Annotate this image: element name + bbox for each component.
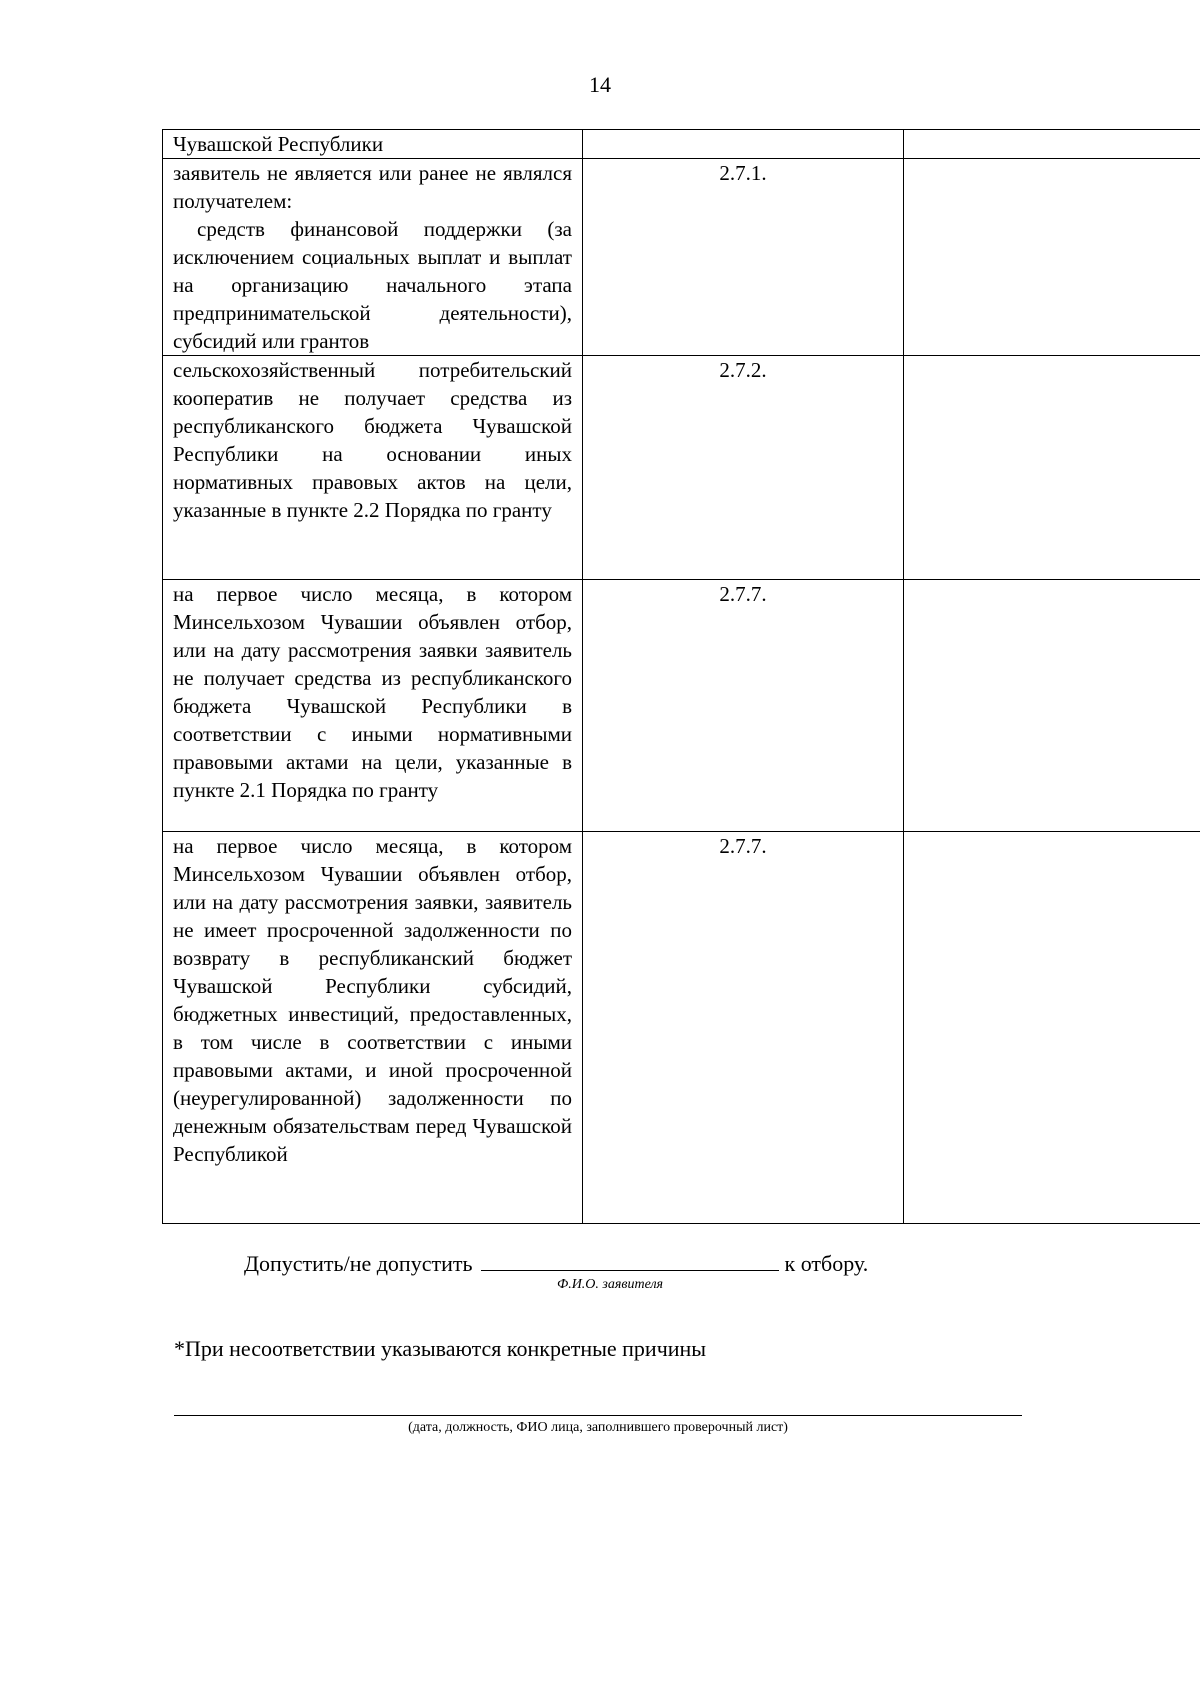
criterion-cell [163,356,583,580]
criterion-text: Чувашской Республики [173,132,384,156]
criterion-text: сельскохозяйственный потребительский кооператив не получает средства из республиканского бюджета Чувашской Республики на основании иных нормативных правовых актов на цели, указанные в пункте 2.2 Порядка по гранту [173,358,572,522]
admission-prefix: Допустить/не допустить [244,1251,473,1276]
result-cell [904,832,1200,1224]
signature-caption: (дата, должность, ФИО лица, заполнившего проверочный лист) [408,1420,788,1435]
point-cell: 2.7.1. [583,159,904,356]
admission-line [244,1250,868,1278]
criterion-text: средств финансовой поддержки (за исключением социальных выплат и выплат на организацию начального этапа предпринимательской деятельности), субсидий или грантов [173,217,572,353]
point-cell: 2.7.2. [583,356,904,580]
result-cell [904,580,1200,832]
criterion-text: заявитель не является или ранее не являлся получателем: [173,161,572,213]
point-cell: 2.7.7. [583,832,904,1224]
criterion-cell [163,832,583,1224]
table-row [163,130,1200,159]
table-row [163,580,1200,832]
applicant-name-caption: Ф.И.О. заявителя [556,1277,664,1292]
table-row [163,832,1200,1224]
criterion-cell [163,580,583,832]
criterion-cell [163,130,583,159]
signature-line[interactable] [174,1415,1022,1416]
admission-suffix: к отбору. [784,1251,869,1276]
checklist-table [162,129,1200,1224]
point-cell [583,130,904,159]
footnote: *При несоответствии указываются конкретные причины [174,1336,707,1361]
criterion-cell [163,159,583,356]
table-row [163,159,1200,356]
table-row [163,356,1200,580]
result-cell [904,159,1200,356]
applicant-name-field[interactable] [481,1250,779,1271]
criterion-text: на первое число месяца, в котором Минсельхозом Чувашии объявлен отбор, или на дату рассмотрения заявки заявитель не получает средства из республиканского бюджета Чувашской Республики в соответствии с иными нормативными правовыми актами на цели, указанные в пункте 2.1 Порядка по гранту [173,582,572,802]
point-cell: 2.7.7. [583,580,904,832]
criterion-text: на первое число месяца, в котором Минсельхозом Чувашии объявлен отбор, или на дату рассмотрения заявки, заявитель не имеет просроченной задолженности по возврату в республиканский бюджет Чувашской Республики субсидий, бюджетных инвестиций, предоставленных, в том числе в соответствии с иными правовыми актами, и иной просроченной (неурегулированной) задолженности по денежным обязательствам перед Чувашской Республикой [173,834,572,1166]
page-number: 14 [589,72,611,97]
result-cell [904,356,1200,580]
result-cell [904,130,1200,159]
